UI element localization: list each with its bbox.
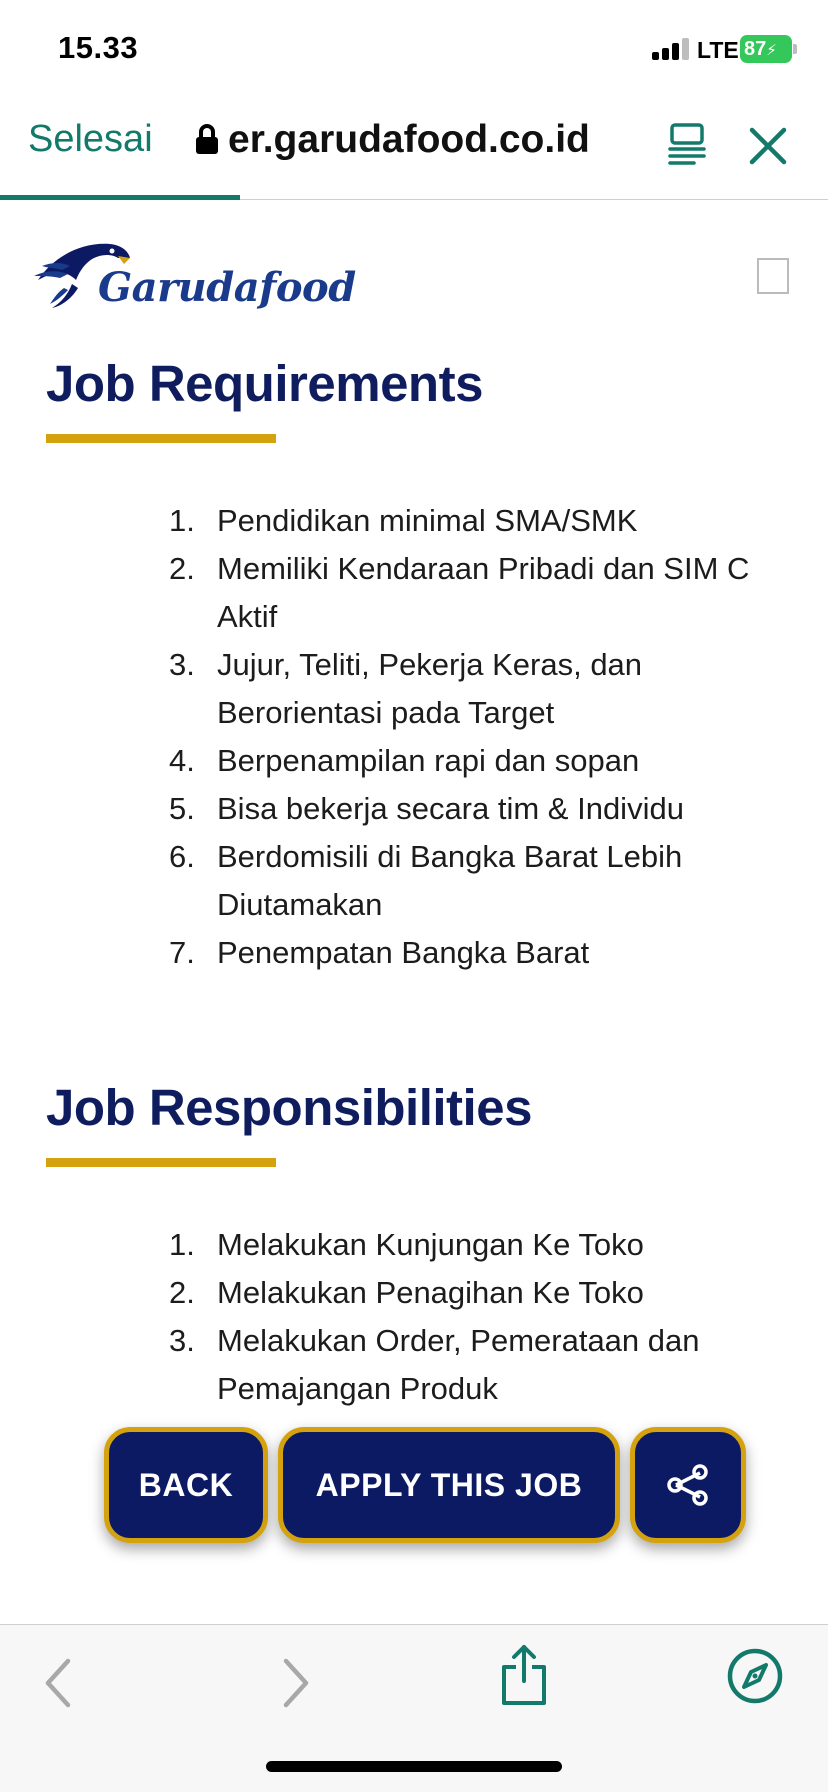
responsibilities-title: Job Responsibilities: [46, 1079, 532, 1136]
list-item-number: 1.: [169, 503, 195, 538]
share-sheet-icon[interactable]: [498, 1643, 550, 1707]
done-button[interactable]: Selesai: [28, 118, 153, 160]
back-arrow-icon[interactable]: [40, 1657, 76, 1709]
network-type: LTE: [697, 37, 739, 63]
broken-image-placeholder: [757, 258, 789, 294]
battery-level: 87: [744, 38, 767, 60]
list-item-number: 2.: [169, 551, 195, 586]
list-item: [160, 737, 800, 785]
browser-toolbar: [0, 100, 828, 200]
list-item-text: Melakukan Kunjungan Ke Toko: [217, 1227, 644, 1262]
list-item-text: Berpenampilan rapi dan sopan: [217, 743, 640, 778]
list-item-text: Pendidikan minimal SMA/SMK: [217, 503, 638, 538]
list-item: [160, 545, 800, 641]
list-item-text: Memiliki Kendaraan Pribadi dan SIM C Aktif: [217, 551, 750, 634]
signal-strength-icon: [652, 38, 690, 60]
forward-arrow-icon[interactable]: [278, 1657, 314, 1709]
battery-tip: [793, 44, 797, 54]
requirements-title: Job Requirements: [46, 355, 483, 412]
url-field[interactable]: [228, 118, 628, 162]
list-item-text: Penempatan Bangka Barat: [217, 935, 590, 970]
list-item: [160, 497, 800, 545]
status-time: 15.33: [58, 30, 139, 65]
battery-icon: 87⚡: [740, 35, 792, 63]
list-item-number: 5.: [169, 791, 195, 826]
list-item-number: 3.: [169, 1323, 195, 1358]
list-item-text: Melakukan Order, Pemerataan dan Pemajangan Produk: [217, 1323, 700, 1406]
list-item-number: 2.: [169, 1275, 195, 1310]
requirements-underline: [46, 434, 276, 443]
list-item-number: 1.: [169, 1227, 195, 1262]
list-item-text: Jujur, Teliti, Pekerja Keras, dan Berorientasi pada Target: [217, 647, 643, 730]
reader-mode-icon[interactable]: [668, 122, 706, 166]
responsibilities-underline: [46, 1158, 276, 1167]
home-indicator: [266, 1761, 562, 1772]
share-button[interactable]: [630, 1427, 746, 1543]
list-item-text: Bisa bekerja secara tim & Individu: [217, 791, 684, 826]
list-item-number: 3.: [169, 647, 195, 682]
logo-text: Garudafood: [98, 264, 356, 311]
close-icon[interactable]: [748, 126, 788, 166]
lock-icon: [196, 124, 218, 154]
requirements-list: [160, 497, 800, 977]
url-text: er.garudafood.co.id: [228, 118, 590, 161]
garudafood-logo[interactable]: [32, 236, 356, 311]
list-item-text: Berdomisili di Bangka Barat Lebih Diutamakan: [217, 839, 683, 922]
back-button[interactable]: BACK: [104, 1427, 268, 1543]
apply-job-button[interactable]: APPLY THIS JOB: [278, 1427, 620, 1543]
list-item: [160, 785, 800, 833]
share-icon: [666, 1463, 710, 1507]
page-load-progress: [0, 195, 240, 200]
list-item: [160, 1269, 800, 1317]
list-item-number: 4.: [169, 743, 195, 778]
list-item-number: 6.: [169, 839, 195, 874]
list-item: [160, 929, 800, 977]
list-item-text: Melakukan Penagihan Ke Toko: [217, 1275, 644, 1310]
list-item: [160, 1317, 800, 1413]
list-item: [160, 1221, 800, 1269]
responsibilities-list: [160, 1221, 800, 1413]
list-item: [160, 833, 800, 929]
compass-icon[interactable]: [726, 1647, 784, 1705]
list-item: [160, 641, 800, 737]
list-item-number: 7.: [169, 935, 195, 970]
status-bar: [0, 0, 828, 100]
